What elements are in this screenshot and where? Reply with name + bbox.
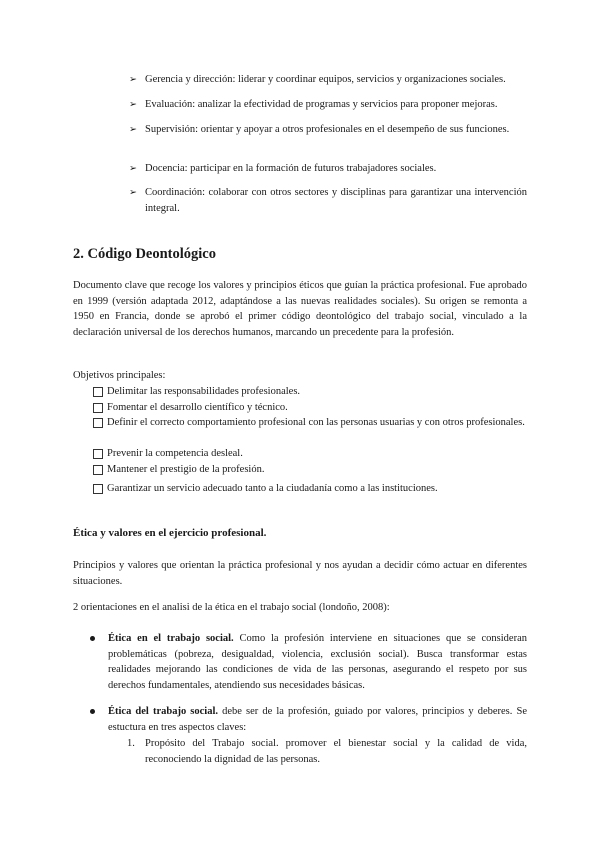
- checkbox-icon: [93, 465, 103, 475]
- numbered-item: [127, 736, 527, 767]
- ethics-intro-paragraph: Principios y valores que orientan la práctica profesional y nos ayudan a decidir cómo actuar en diferentes situaciones.: [73, 560, 527, 587]
- role-item: [129, 161, 527, 177]
- subsection-heading: Ética y valores en el ejercicio profesional.: [73, 527, 267, 539]
- role-text: Gerencia y dirección: liderar y coordinar equipos, servicios y organizaciones sociales.: [145, 74, 506, 85]
- arrow-bullet-icon: ➢: [129, 187, 137, 198]
- role-text: Coordinación: colaborar con otros sectores y disciplinas para garantizar una intervención integral.: [145, 187, 527, 214]
- checkbox-icon: [93, 418, 103, 428]
- objective-item: [93, 384, 527, 400]
- bullet-dot-icon: [90, 636, 95, 641]
- objective-item: [93, 481, 527, 497]
- objective-text: Definir el correcto comportamiento profesional con las personas usuarias y con otros profesionales.: [107, 417, 525, 428]
- objectives-label: Objetivos principales:: [73, 370, 166, 381]
- orientation-title: Ética del trabajo social.: [108, 706, 218, 717]
- arrow-bullet-icon: ➢: [129, 124, 137, 135]
- checkbox-icon: [93, 403, 103, 413]
- role-text: Evaluación: analizar la efectividad de programas y servicios para proponer mejoras.: [145, 99, 498, 110]
- orientation-item: [90, 704, 527, 735]
- bullet-dot-icon: [90, 709, 95, 714]
- orientation-title: Ética en el trabajo social.: [108, 633, 234, 644]
- objective-text: Garantizar un servicio adecuado tanto a la ciudadanía como a las instituciones.: [107, 483, 438, 494]
- arrow-bullet-icon: ➢: [129, 74, 137, 85]
- item-number: 1.: [127, 738, 135, 749]
- objective-text: Mantener el prestigio de la profesión.: [107, 464, 265, 475]
- role-text: Docencia: participar en la formación de futuros trabajadores sociales.: [145, 163, 437, 174]
- numbered-text: Propósito del Trabajo social. promover el bienestar social y la calidad de vida, reconociendo la dignidad de las personas.: [145, 738, 527, 765]
- arrow-bullet-icon: ➢: [129, 99, 137, 110]
- role-item: [129, 72, 527, 88]
- objective-text: Fomentar el desarrollo científico y técnico.: [107, 402, 288, 413]
- objective-text: Prevenir la competencia desleal.: [107, 448, 243, 459]
- objective-text: Delimitar las responsabilidades profesionales.: [107, 386, 301, 397]
- orientation-text: debe ser de la profesión, guiado por valores, principios y deberes. Se estuctura en tres aspectos claves:: [108, 706, 527, 733]
- role-item: [129, 122, 527, 138]
- orientations-label: 2 orientaciones en el analisi de la ética en el trabajo social (londoño, 2008):: [73, 602, 390, 613]
- checkbox-icon: [93, 484, 103, 494]
- role-text: Supervisión: orientar y apoyar a otros profesionales en el desempeño de sus funciones.: [145, 124, 510, 135]
- role-item: [129, 97, 527, 113]
- checkbox-icon: [93, 449, 103, 459]
- objective-item: [93, 446, 527, 462]
- section-heading: 2. Código Deontológico: [73, 246, 216, 262]
- objective-item: [93, 400, 527, 416]
- arrow-bullet-icon: ➢: [129, 163, 137, 174]
- code-intro-paragraph: Documento clave que recoge los valores y principios éticos que guían la práctica profesional. Fue aprobado en 1999 (versión adaptada 2012, adaptándose a las nuevas realidades sociales). Su origen se remonta a 1950 en Francia, donde se aprobó el primer código deontológico del trabajo social, vinculado a la declaración universal de los derechos humanos, marcando un precedente para la profesión.: [73, 280, 527, 338]
- role-item: [129, 185, 527, 216]
- objective-item: [93, 462, 527, 478]
- objective-item: [93, 415, 527, 431]
- checkbox-icon: [93, 387, 103, 397]
- orientation-text: Como la profesión interviene en situaciones que se consideran problemáticas (pobreza, desigualdad, violencia, exclusión social). Busca transformar estas realidades mejorando las condiciones de vida de las personas, asegurando el respeto por sus derechos fundamentales, atendiendo sus necesidades básicas.: [108, 633, 528, 691]
- orientation-item: [90, 631, 527, 693]
